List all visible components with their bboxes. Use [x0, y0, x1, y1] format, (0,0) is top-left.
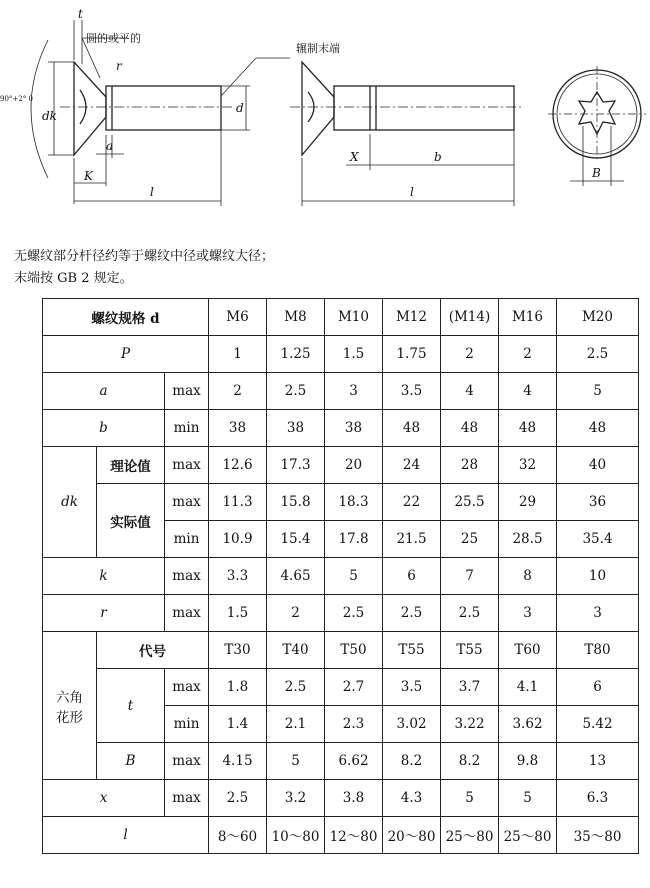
value-cell: 4.15	[209, 743, 267, 780]
value-cell: 13	[557, 743, 639, 780]
value-cell: 5	[557, 373, 639, 410]
dim-dk: dk	[42, 109, 57, 123]
size-cell: M8	[267, 299, 325, 336]
row-x	[43, 780, 639, 817]
value-cell: 17.8	[325, 521, 383, 558]
value-cell: 2	[499, 336, 557, 373]
value-cell: 8～60	[209, 817, 267, 854]
value-cell: 3.7	[441, 669, 499, 706]
value-cell: 28.5	[499, 521, 557, 558]
value-cell: 29	[499, 484, 557, 521]
value-cell: 2.3	[325, 706, 383, 743]
dim-l1: l	[150, 185, 154, 199]
value-cell: T55	[383, 632, 441, 669]
value-cell: 1	[209, 336, 267, 373]
dim-X: X	[350, 150, 359, 164]
value-cell: T60	[499, 632, 557, 669]
value-cell: 2.5	[557, 336, 639, 373]
value-cell: 2.5	[325, 595, 383, 632]
dk-actual-label: 实际值	[97, 484, 165, 558]
qual-max: max	[165, 447, 209, 484]
value-cell: 3.3	[209, 558, 267, 595]
value-cell: 1.4	[209, 706, 267, 743]
value-cell: 48	[383, 410, 441, 447]
row-dk-actual-max	[43, 484, 639, 521]
value-cell: 25.5	[441, 484, 499, 521]
hex-code-label: 代号	[97, 632, 209, 669]
value-cell: T40	[267, 632, 325, 669]
row-k	[43, 558, 639, 595]
value-cell: 4	[499, 373, 557, 410]
hex-B-label: B	[97, 743, 165, 780]
qual-min: min	[165, 410, 209, 447]
row-hex-t-max	[43, 669, 639, 706]
row-hex-code	[43, 632, 639, 669]
value-cell: 35～80	[557, 817, 639, 854]
row-label-r: r	[43, 595, 165, 632]
value-cell: 28	[441, 447, 499, 484]
value-cell: 20～80	[383, 817, 441, 854]
value-cell: 5	[267, 743, 325, 780]
value-cell: 3.5	[383, 373, 441, 410]
value-cell: 4.3	[383, 780, 441, 817]
row-label-dk: dk	[43, 447, 97, 558]
value-cell: 5	[499, 780, 557, 817]
value-cell: T55	[441, 632, 499, 669]
value-cell: 10	[557, 558, 639, 595]
value-cell: 18.3	[325, 484, 383, 521]
size-cell: M12	[383, 299, 441, 336]
middle-screw-view	[290, 62, 524, 206]
size-cell: (M14)	[441, 299, 499, 336]
value-cell: 6	[557, 669, 639, 706]
row-label-l: l	[43, 817, 209, 854]
value-cell: 11.3	[209, 484, 267, 521]
value-cell: 5	[325, 558, 383, 595]
dim-d: d	[236, 101, 244, 115]
row-label-hexalobular	[43, 632, 97, 780]
row-P	[43, 336, 639, 373]
value-cell: 38	[267, 410, 325, 447]
value-cell: 12～80	[325, 817, 383, 854]
value-cell: 25～80	[499, 817, 557, 854]
value-cell: 2.5	[209, 780, 267, 817]
size-cell: M6	[209, 299, 267, 336]
dim-B: B	[592, 166, 601, 180]
dk-theory-label: 理论值	[97, 447, 165, 484]
value-cell: 3	[557, 595, 639, 632]
dim-l2: l	[410, 185, 414, 199]
value-cell: 48	[557, 410, 639, 447]
value-cell: 4.1	[499, 669, 557, 706]
qual-max: max	[165, 558, 209, 595]
row-dk-theory	[43, 447, 639, 484]
hex-label-line1: 六角	[56, 689, 83, 706]
value-cell: T30	[209, 632, 267, 669]
value-cell: 48	[441, 410, 499, 447]
note-line-2: 末端按 GB 2 规定。	[14, 271, 133, 286]
label-rolled-end: 辗制末端	[296, 42, 340, 55]
header-label: 螺纹规格 d	[43, 299, 209, 336]
dim-K: K	[84, 169, 93, 183]
qual-min: min	[165, 706, 209, 743]
value-cell: 48	[499, 410, 557, 447]
spec-table	[42, 298, 639, 854]
value-cell: 6	[383, 558, 441, 595]
note-line-1: 无螺纹部分杆径约等于螺纹中径或螺纹大径；	[14, 249, 275, 264]
size-cell: M16	[499, 299, 557, 336]
label-round-or-flat: 圆的或平的	[86, 32, 141, 45]
value-cell: 8.2	[383, 743, 441, 780]
value-cell: 1.5	[209, 595, 267, 632]
value-cell: 4.65	[267, 558, 325, 595]
value-cell: 15.4	[267, 521, 325, 558]
qual-max: max	[165, 669, 209, 706]
value-cell: 21.5	[383, 521, 441, 558]
value-cell: 1.25	[267, 336, 325, 373]
value-cell: 3.8	[325, 780, 383, 817]
value-cell: 20	[325, 447, 383, 484]
value-cell: 3.62	[499, 706, 557, 743]
value-cell: 36	[557, 484, 639, 521]
dim-r: r	[116, 59, 122, 73]
value-cell: 2.7	[325, 669, 383, 706]
value-cell: 2	[209, 373, 267, 410]
value-cell: 24	[383, 447, 441, 484]
value-cell: 2	[267, 595, 325, 632]
value-cell: 8.2	[441, 743, 499, 780]
row-hex-B	[43, 743, 639, 780]
qual-max: max	[165, 373, 209, 410]
dim-a: a	[106, 139, 114, 153]
value-cell: 2.5	[267, 669, 325, 706]
value-cell: 10.9	[209, 521, 267, 558]
row-b	[43, 410, 639, 447]
left-screw-view	[31, 20, 290, 206]
value-cell: 25～80	[441, 817, 499, 854]
value-cell: T80	[557, 632, 639, 669]
value-cell: 4	[441, 373, 499, 410]
value-cell: 32	[499, 447, 557, 484]
qual-max: max	[165, 595, 209, 632]
value-cell: 6.62	[325, 743, 383, 780]
label-angle: 90°+2° 0	[0, 95, 33, 103]
qual-max: max	[165, 743, 209, 780]
value-cell: 40	[557, 447, 639, 484]
value-cell: 3.2	[267, 780, 325, 817]
hex-label-line2: 花形	[56, 709, 83, 726]
qual-max: max	[165, 780, 209, 817]
dim-b: b	[434, 150, 442, 164]
value-cell: 3	[499, 595, 557, 632]
value-cell: 3.5	[383, 669, 441, 706]
value-cell: 17.3	[267, 447, 325, 484]
row-a	[43, 373, 639, 410]
value-cell: 25	[441, 521, 499, 558]
value-cell: 22	[383, 484, 441, 521]
value-cell: 35.4	[557, 521, 639, 558]
value-cell: 8	[499, 558, 557, 595]
dim-t: t	[78, 7, 83, 21]
qual-max: max	[165, 484, 209, 521]
value-cell: T50	[325, 632, 383, 669]
row-label-x: x	[43, 780, 165, 817]
value-cell: 2.5	[383, 595, 441, 632]
value-cell: 2.5	[441, 595, 499, 632]
value-cell: 1.75	[383, 336, 441, 373]
row-l	[43, 817, 639, 854]
value-cell: 38	[325, 410, 383, 447]
value-cell: 5.42	[557, 706, 639, 743]
size-cell: M20	[557, 299, 639, 336]
hex-t-label: t	[97, 669, 165, 743]
value-cell: 15.8	[267, 484, 325, 521]
size-cell: M10	[325, 299, 383, 336]
value-cell: 7	[441, 558, 499, 595]
value-cell: 1.5	[325, 336, 383, 373]
row-r	[43, 595, 639, 632]
row-label-a: a	[43, 373, 165, 410]
value-cell: 2.1	[267, 706, 325, 743]
row-label-P: P	[43, 336, 209, 373]
row-label-k: k	[43, 558, 165, 595]
row-label-b: b	[43, 410, 165, 447]
value-cell: 2	[441, 336, 499, 373]
technical-drawing	[0, 0, 650, 240]
value-cell: 2.5	[267, 373, 325, 410]
value-cell: 12.6	[209, 447, 267, 484]
value-cell: 9.8	[499, 743, 557, 780]
qual-min: min	[165, 521, 209, 558]
value-cell: 3.02	[383, 706, 441, 743]
value-cell: 3	[325, 373, 383, 410]
value-cell: 1.8	[209, 669, 267, 706]
row-header	[43, 299, 639, 336]
value-cell: 3.22	[441, 706, 499, 743]
value-cell: 5	[441, 780, 499, 817]
value-cell: 10～80	[267, 817, 325, 854]
value-cell: 6.3	[557, 780, 639, 817]
value-cell: 38	[209, 410, 267, 447]
